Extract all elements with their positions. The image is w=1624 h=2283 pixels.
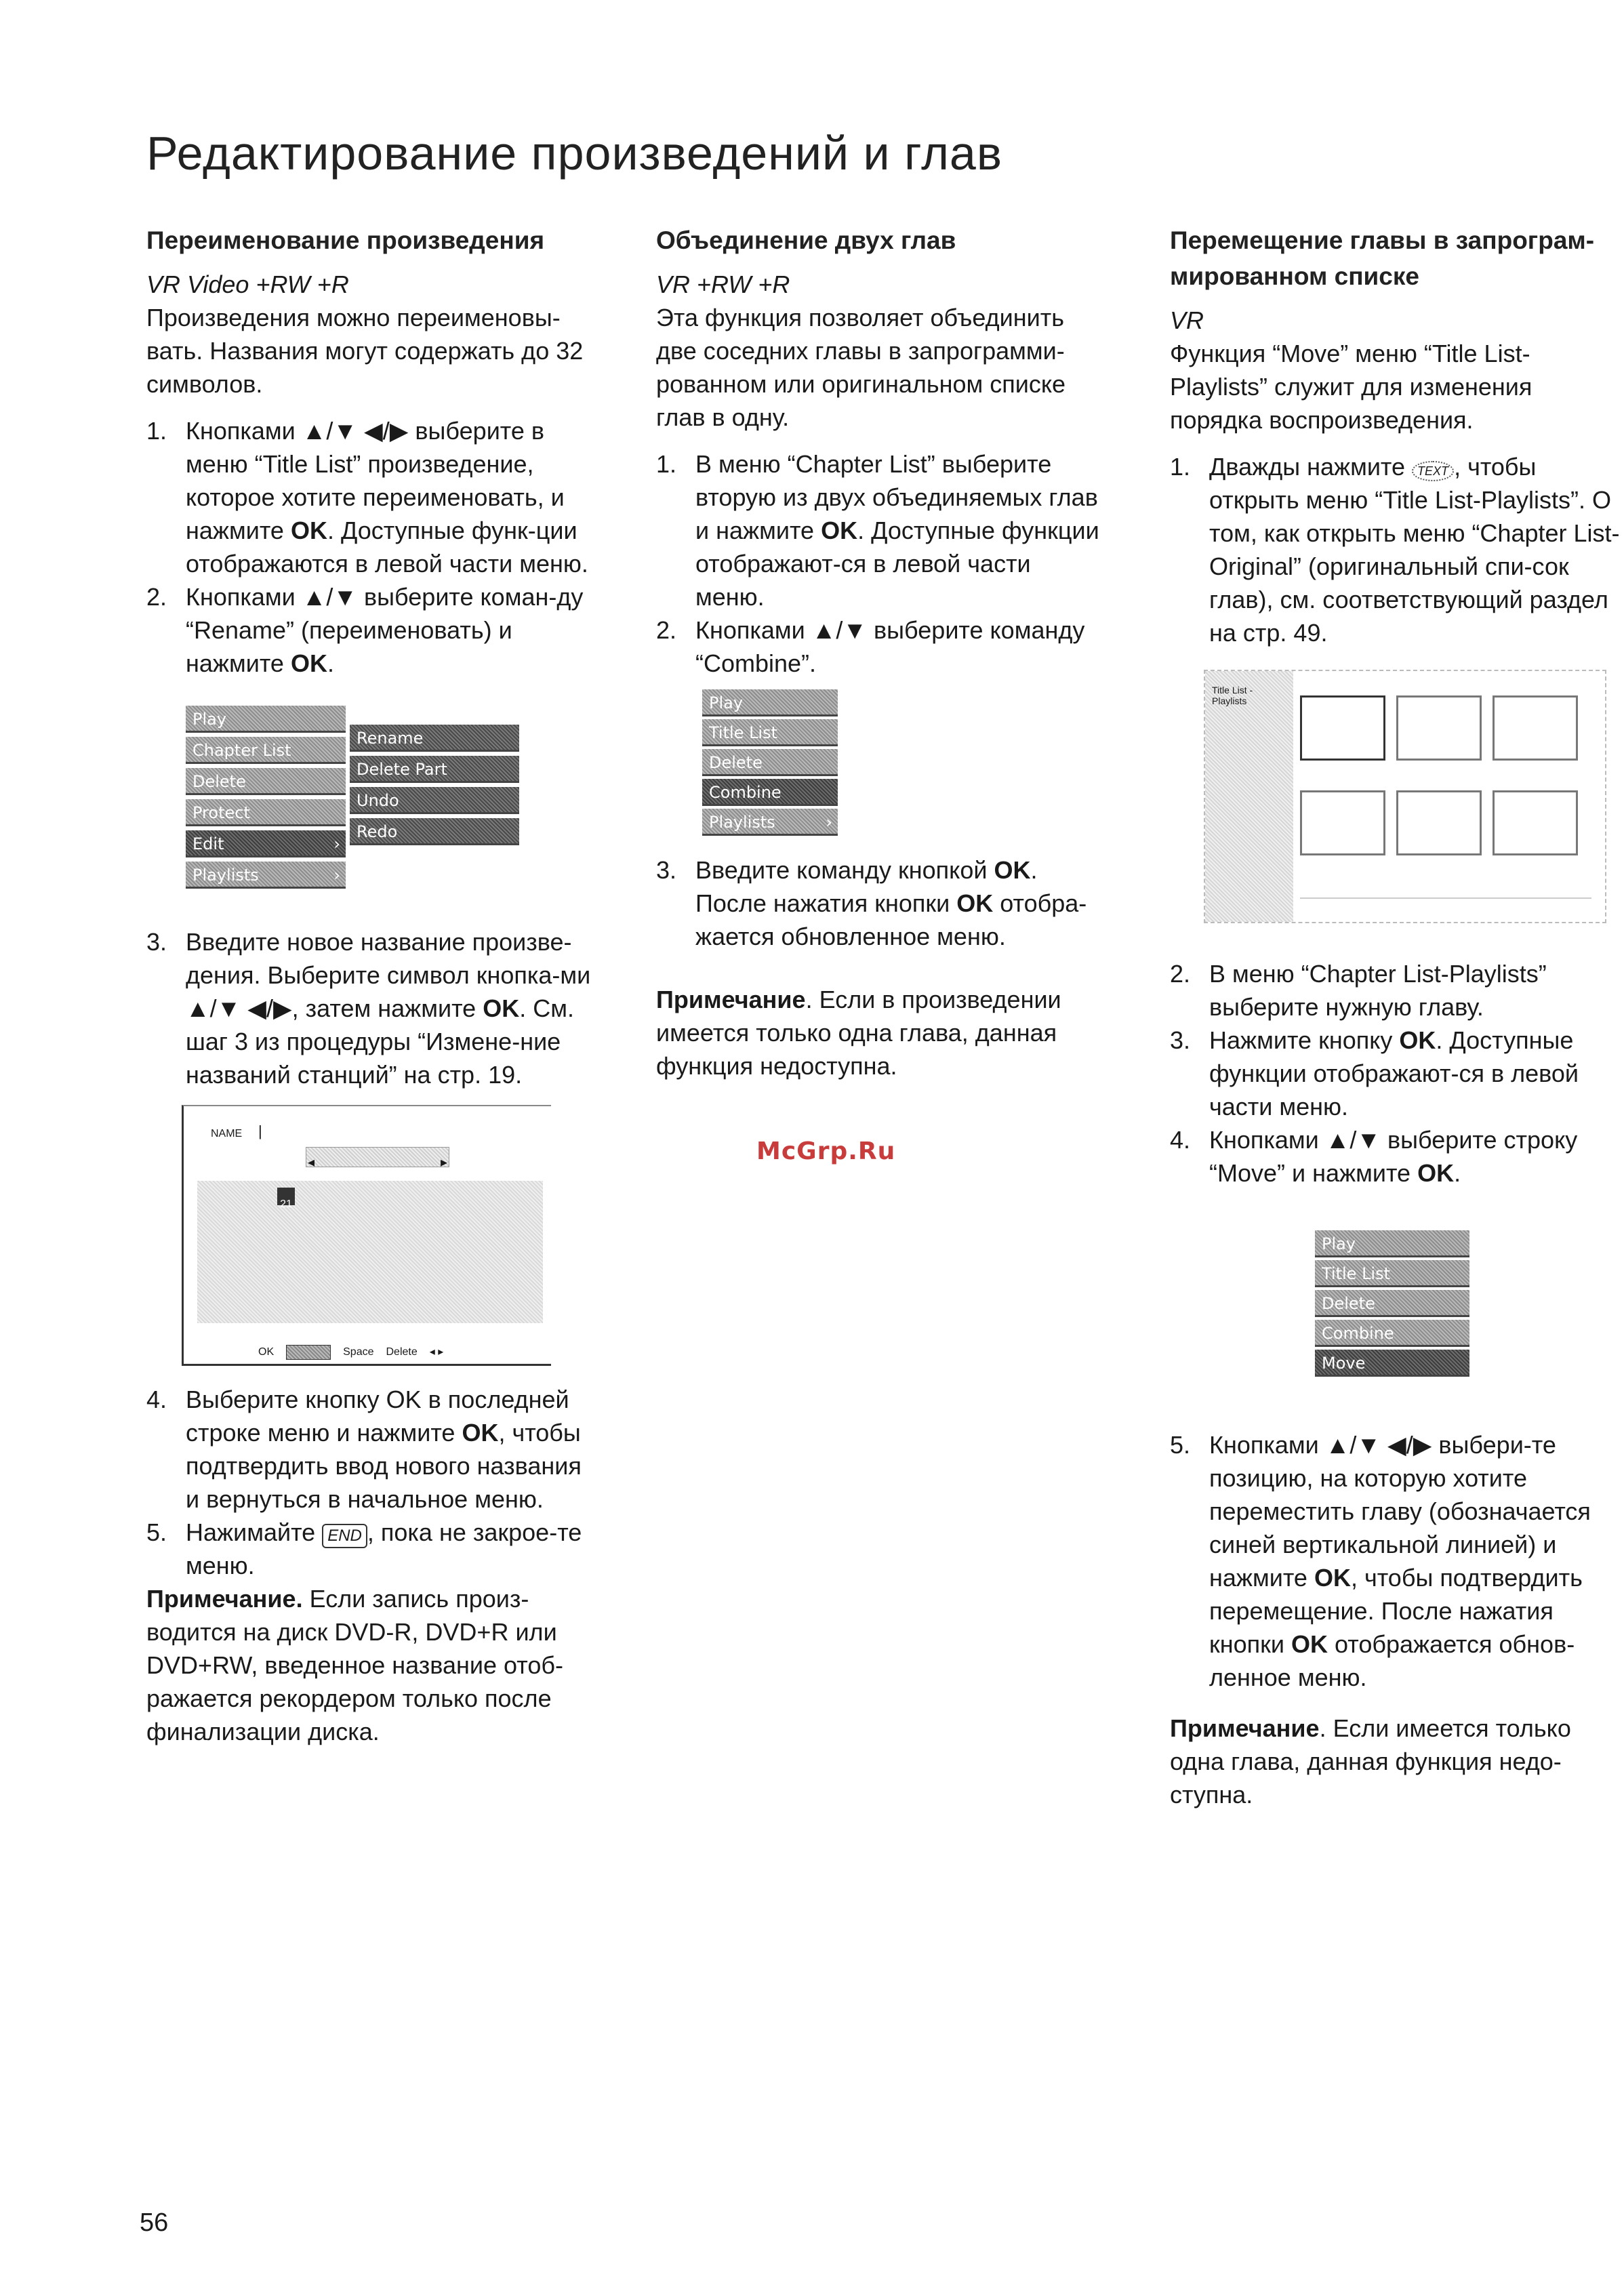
step-item: 1. В меню “Chapter List” выберите вторую из двух объединяемых глав и нажмите OK. Доступные функции отображают-ся в левой части меню. [656, 450, 1099, 611]
steps-list [146, 925, 594, 1091]
name-label: NAME [211, 1128, 243, 1139]
menu-item: Title List [702, 719, 838, 746]
steps-list [1170, 1428, 1624, 1694]
chapter-thumbnail [1300, 695, 1385, 761]
move-menu-screenshot [1315, 1230, 1624, 1377]
step-item: 2. В меню “Chapter List-Playlists” выберите нужную главу. [1170, 960, 1547, 1021]
column-move-chapter [1170, 222, 1624, 1811]
section-heading: Перемещение главы в запрограм-мированном списке [1170, 226, 1595, 290]
section-heading: Объединение двух глав [656, 226, 956, 254]
menu-item: Play [702, 689, 838, 716]
format-tags: VR +RW +R [656, 270, 790, 298]
end-key-icon: END [322, 1524, 367, 1548]
step-item: 5. Нажимайте END , пока не закрое-те меню. [146, 1518, 582, 1579]
submenu-item: Delete Part [350, 756, 519, 783]
watermark: McGrp.Ru [756, 1137, 896, 1165]
steps-list [146, 1383, 594, 1582]
space-label: Space [343, 1346, 374, 1358]
chapter-thumbnail [1396, 695, 1482, 761]
combine-menu-screenshot [702, 689, 1103, 836]
chapter-thumbnail [1300, 790, 1385, 855]
step-item: 3. Введите новое название произве-дения. Выберите символ кнопка-ми ▲/▼ ◀/▶, затем нажмите OK. См. шаг 3 из процедуры “Измене-ние названий станций” на стр. 19. [146, 928, 591, 1089]
step-item: 1. Дважды нажмите TEXT , чтобы открыть меню “Title List-Playlists”. О том, как открыть меню “Chapter List-Original” (оригинальный спи-сок глав), см. соответствующий раздел на стр. 49. [1170, 453, 1620, 647]
note: Примечание. Если в произведении имеется только одна глава, данная функция недоступна. [656, 986, 1061, 1080]
intro-text: Эта функция позволяет объединить две соседних главы в запрограмми-рованном или оригинальном списке глав в одну. [656, 304, 1066, 431]
menu-item: Playlists › [702, 809, 838, 836]
name-entry-screenshot: NAME | ◂ ▸ 21 OK Space Delete ◂ ▸ [182, 1105, 594, 1369]
step-item: 2. Кнопками ▲/▼ выберите коман-ду “Rename” (переименовать) и нажмите OK. [146, 583, 584, 677]
menu-item: Play [186, 706, 346, 733]
edit-menu-screenshot [186, 706, 594, 909]
chapter-thumbnail [1493, 695, 1578, 761]
menu-item: Protect [186, 799, 346, 826]
step-item: 3. Введите команду кнопкой OK. После нажатия кнопки OK отобра-жается обновленное меню. [656, 856, 1087, 950]
submenu-item: Undo [350, 787, 519, 814]
menu-item-selected: Move [1315, 1350, 1469, 1377]
step-item: 4. Выберите кнопку OK в последней строке меню и нажмите OK, чтобы подтвердить ввод нового названия и вернуться в начальное меню. [146, 1386, 582, 1513]
intro-text: Функция “Move” меню “Title List-Playlists” служит для изменения порядка воспроизведения. [1170, 340, 1532, 434]
menu-item-selected: Edit › [186, 830, 346, 857]
format-tags: VR [1170, 306, 1204, 334]
steps-list [1170, 450, 1624, 649]
page-title: Редактирование произведений и глав [146, 127, 1003, 180]
chapter-thumbnail [1493, 790, 1578, 855]
column-combine-chapters [656, 222, 1103, 1083]
menu-item: Combine [1315, 1320, 1469, 1347]
steps-list [656, 447, 1103, 680]
note: Примечание. Если имеется только одна глава, данная функция недо-ступна. [1170, 1714, 1571, 1809]
menu-item-selected: Combine [702, 779, 838, 806]
section-heading: Переименование произведения [146, 226, 545, 254]
submenu-item-selected: Rename [350, 725, 519, 752]
title-list-screenshot [1204, 670, 1624, 941]
step-item: 4. Кнопками ▲/▼ выберите строку “Move” и нажмите OK. [1170, 1126, 1578, 1187]
steps-list [1170, 957, 1624, 1190]
delete-label: Delete [386, 1346, 418, 1358]
menu-item: Delete [702, 749, 838, 776]
ok-label: OK [258, 1346, 275, 1358]
note: Примечание. Если запись произ-водится на диск DVD-R, DVD+R или DVD+RW, введенное название отоб-ражается рекордером только после финализации диска. [146, 1585, 563, 1745]
step-item: 5. Кнопками ▲/▼ ◀/▶ выбери-те позицию, на которую хотите переместить главу (обозначается синей вертикальной линией) и нажмите OK, чтобы подтвердить перемещение. После нажатия кнопки OK отображается обнов-ленное меню. [1170, 1431, 1591, 1691]
format-tags: VR Video +RW +R [146, 270, 349, 298]
title-list-label: Title List - Playlists [1212, 685, 1253, 706]
menu-item: Playlists › [186, 862, 346, 889]
steps-list [656, 853, 1103, 953]
column-rename-title [146, 222, 594, 1748]
step-item: 1. Кнопками ▲/▼ ◀/▶ выберите в меню “Title List” произведение, которое хотите переименовать, и нажмите OK. Доступные функ-ции отображаются в левой части меню. [146, 417, 588, 578]
menu-item: Chapter List [186, 737, 346, 764]
menu-item: Play [1315, 1230, 1469, 1257]
text-key-icon: TEXT [1412, 461, 1454, 481]
steps-list [146, 414, 594, 680]
intro-text: Произведения можно переименовы-вать. Названия могут содержать до 32 символов. [146, 304, 584, 398]
page-number: 56 [140, 2208, 169, 2237]
step-item: 2. Кнопками ▲/▼ выберите команду “Combine”. [656, 616, 1085, 677]
menu-item: Delete [1315, 1290, 1469, 1317]
submenu-item: Redo [350, 818, 519, 845]
chapter-thumbnail [1396, 790, 1482, 855]
menu-item: Title List [1315, 1260, 1469, 1287]
menu-item: Delete [186, 768, 346, 795]
step-item: 3. Нажмите кнопку OK. Доступные функции отображают-ся в левой части меню. [1170, 1026, 1579, 1120]
